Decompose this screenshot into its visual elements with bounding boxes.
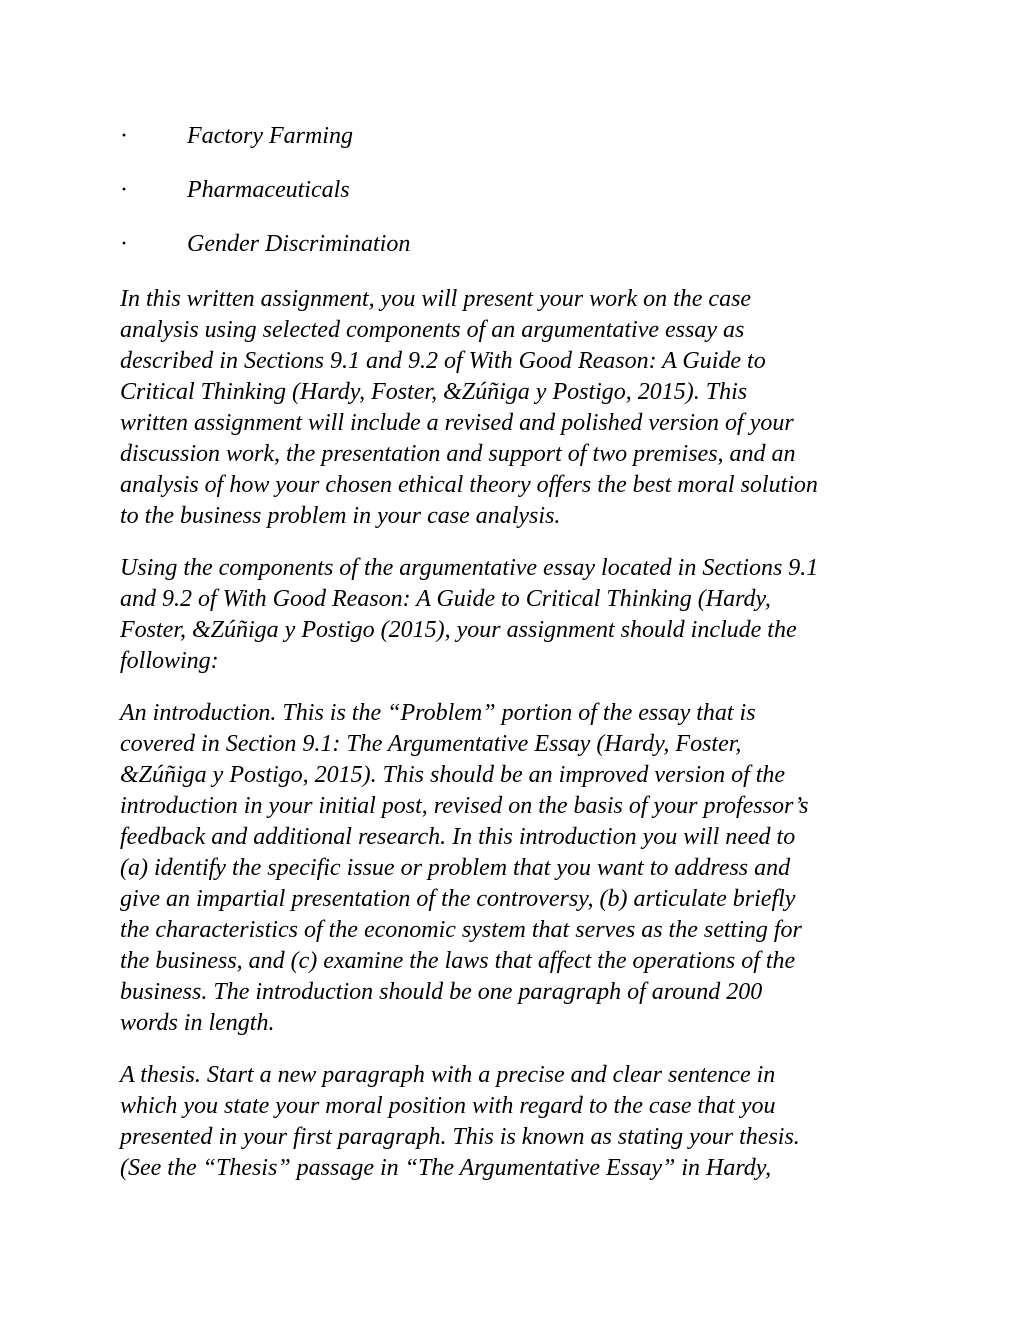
text-line: following: [120, 648, 219, 674]
paragraph-assignment-overview [120, 284, 910, 532]
text-line: the characteristics of the economic system that serves as the setting for [120, 917, 802, 943]
paragraph-introduction [120, 698, 910, 1039]
bullet-text: Gender Discrimination [187, 231, 411, 257]
bullet-marker: · [120, 123, 128, 149]
text-line: written assignment will include a revised and polished version of your [120, 410, 794, 436]
text-line: presented in your first paragraph. This is known as stating your thesis. [120, 1124, 800, 1150]
list-item [120, 120, 910, 174]
list-item [120, 228, 910, 282]
text-line: give an impartial presentation of the controversy, (b) articulate briefly [120, 886, 796, 912]
text-line: analysis using selected components of an argumentative essay as [120, 317, 745, 343]
text-line: introduction in your initial post, revised on the basis of your professor’s [120, 793, 809, 819]
text-line: analysis of how your chosen ethical theory offers the best moral solution [120, 472, 818, 498]
text-line: feedback and additional research. In this introduction you will need to [120, 824, 796, 850]
text-line: words in length. [120, 1010, 275, 1036]
text-line: described in Sections 9.1 and 9.2 of With Good Reason: A Guide to [120, 348, 766, 374]
text-line: discussion work, the presentation and support of two premises, and an [120, 441, 796, 467]
text-line: Foster, &Zúñiga y Postigo (2015), your assignment should include the [120, 617, 797, 643]
text-line: (a) identify the specific issue or problem that you want to address and [120, 855, 791, 881]
text-line: &Zúñiga y Postigo, 2015). This should be an improved version of the [120, 762, 786, 788]
paragraph-thesis [120, 1060, 910, 1184]
text-line: (See the “Thesis” passage in “The Argumentative Essay” in Hardy, [120, 1155, 772, 1181]
list-item [120, 174, 910, 228]
text-line: covered in Section 9.1: The Argumentative Essay (Hardy, Foster, [120, 731, 742, 757]
text-line: Using the components of the argumentative essay located in Sections 9.1 [120, 555, 819, 581]
text-line: A thesis. Start a new paragraph with a precise and clear sentence in [120, 1062, 776, 1088]
body-text [120, 284, 910, 1205]
text-line: In this written assignment, you will present your work on the case [120, 286, 752, 312]
text-line: Critical Thinking (Hardy, Foster, &Zúñiga y Postigo, 2015). This [120, 379, 748, 405]
bullet-text: Pharmaceuticals [187, 177, 350, 203]
text-line: and 9.2 of With Good Reason: A Guide to Critical Thinking (Hardy, [120, 586, 771, 612]
text-line: An introduction. This is the “Problem” portion of the essay that is [120, 700, 756, 726]
text-line: which you state your moral position with regard to the case that you [120, 1093, 776, 1119]
bullet-text: Factory Farming [187, 123, 353, 149]
bullet-marker: · [120, 231, 128, 257]
topic-bullet-list [120, 120, 910, 282]
bullet-marker: · [120, 177, 128, 203]
text-line: the business, and (c) examine the laws that affect the operations of the [120, 948, 796, 974]
paragraph-components [120, 553, 910, 677]
text-line: to the business problem in your case analysis. [120, 503, 561, 529]
text-line: business. The introduction should be one paragraph of around 200 [120, 979, 763, 1005]
